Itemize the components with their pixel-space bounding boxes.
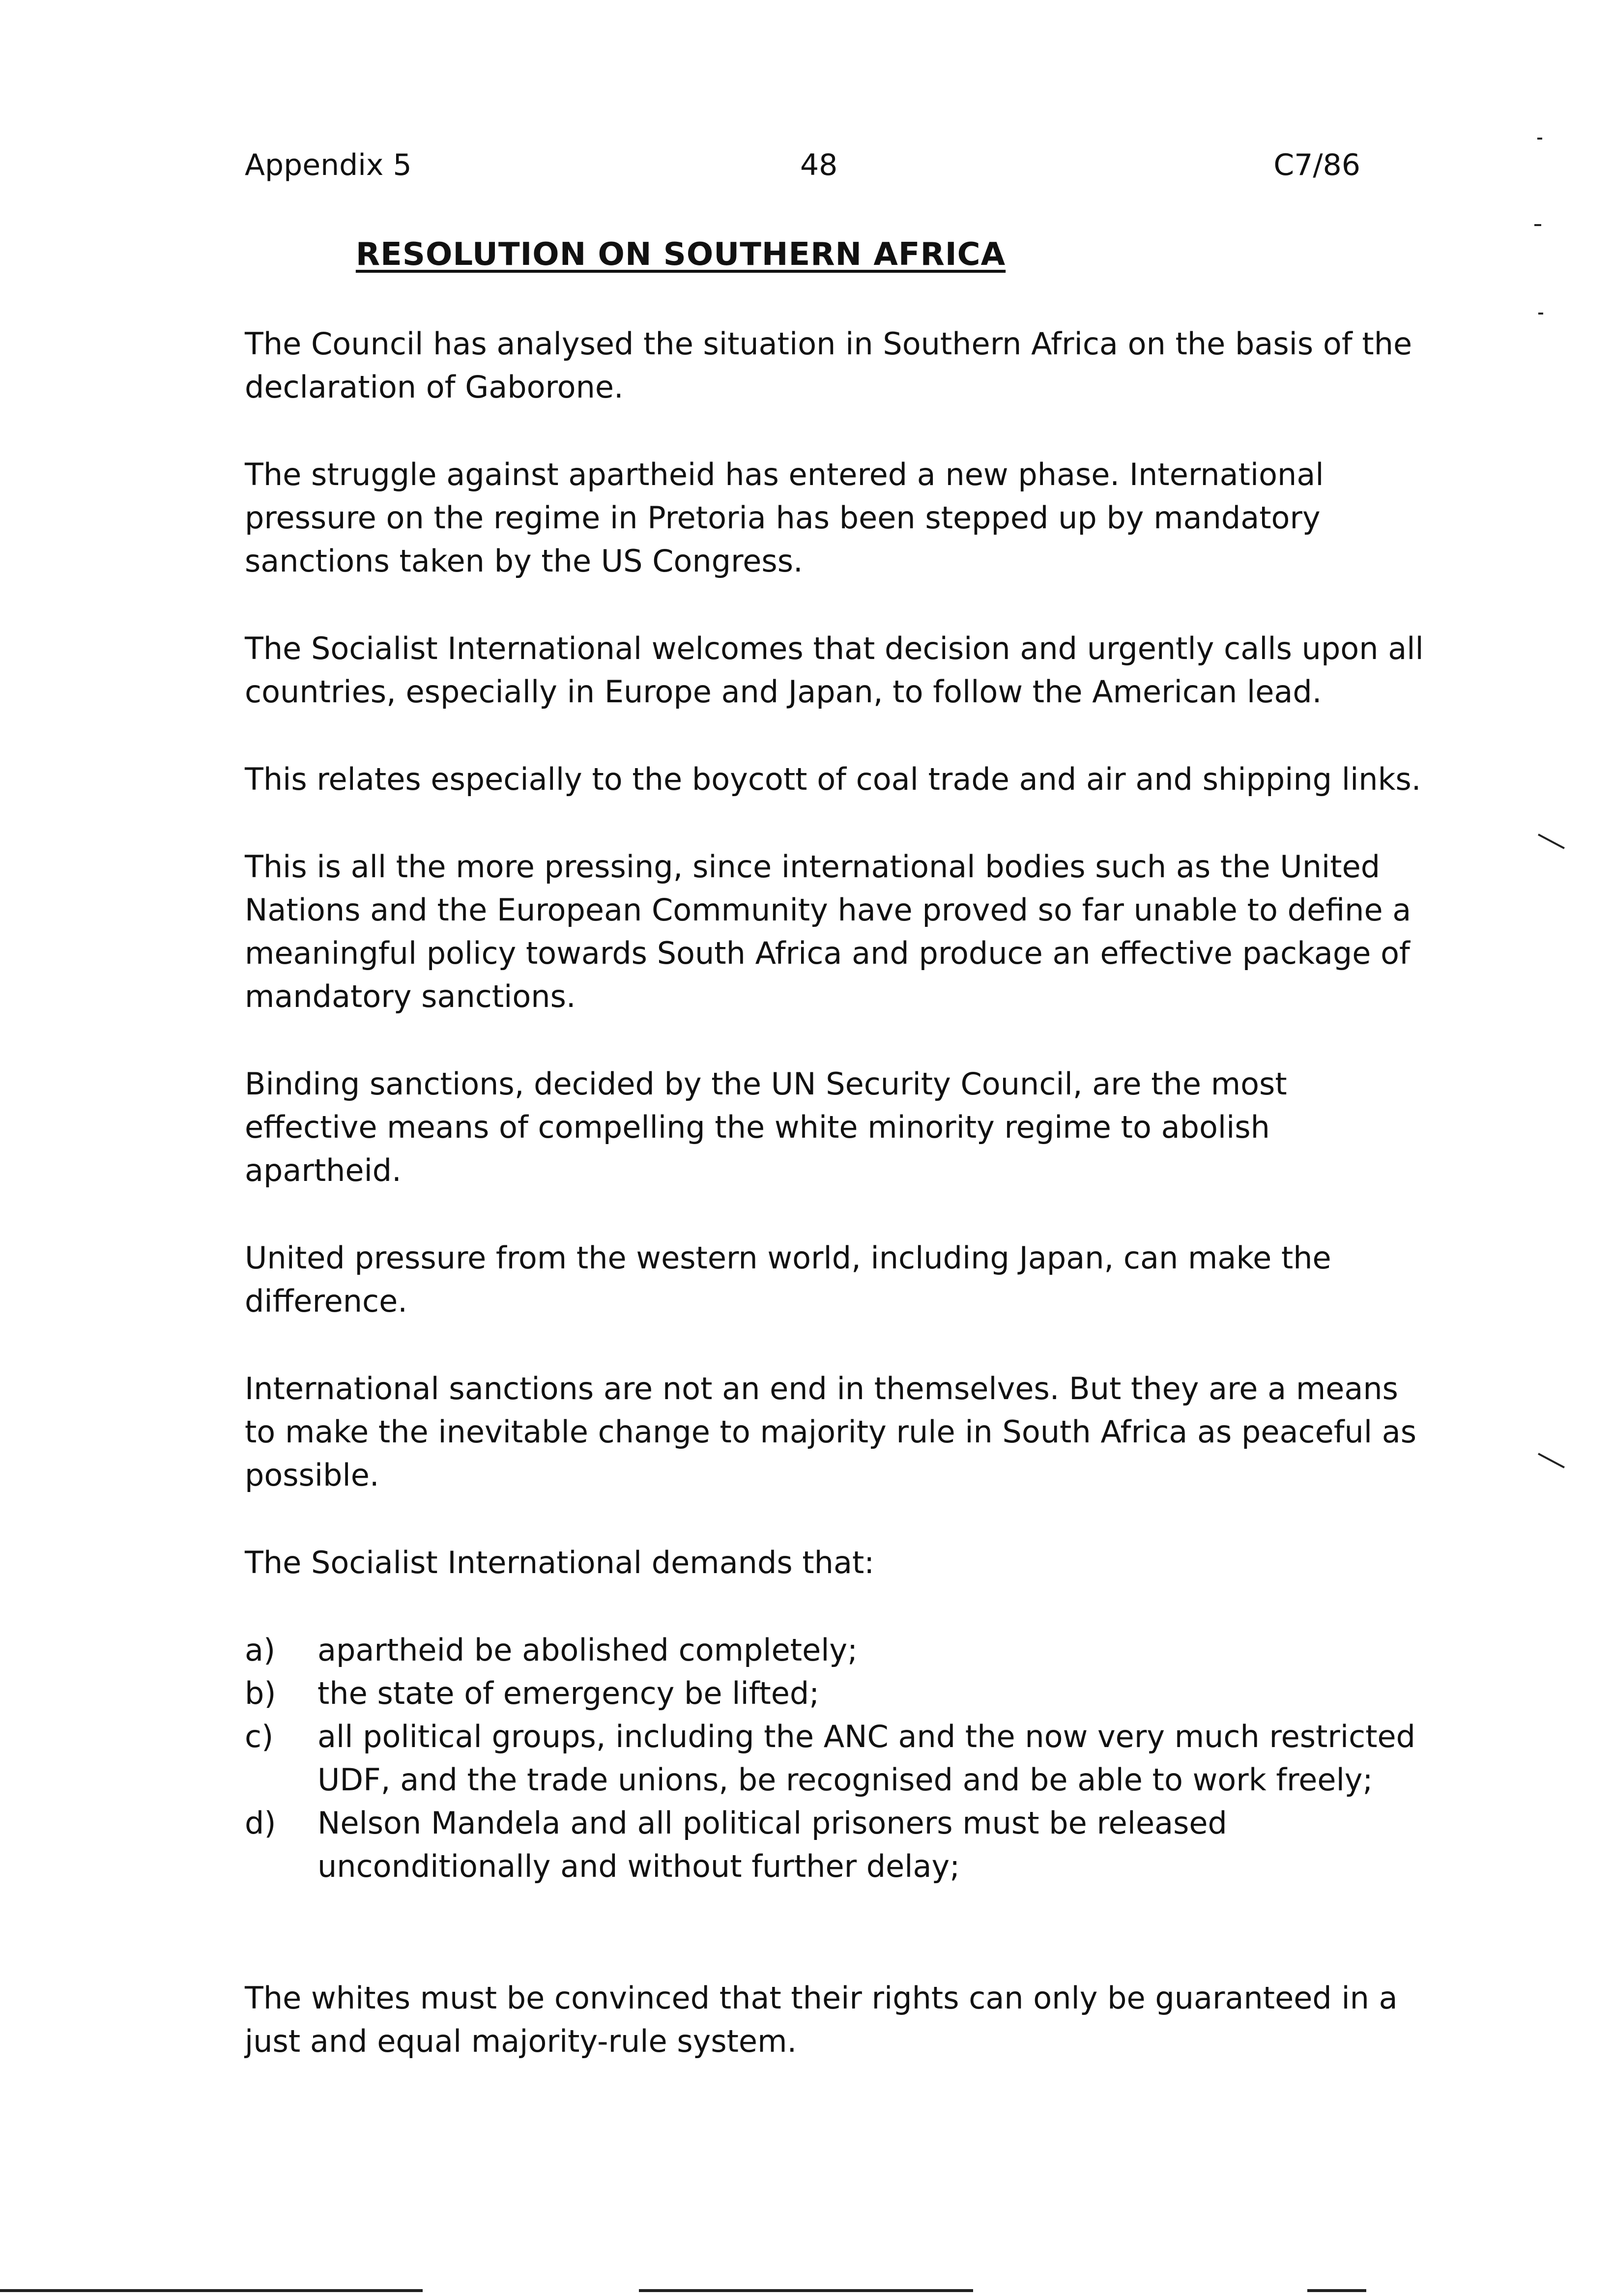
scan-mark [1538, 313, 1543, 315]
paragraph: This is all the more pressing, since international bodies such as the United Nations and the European Community have proved so far unable to define a meaningful policy towards South Africa and produce an effective package of mandatory sanctions. [245, 849, 1411, 1014]
paragraph: The Council has analysed the situation in Southern Africa on the basis of the declaration of Gaborone. [245, 326, 1412, 405]
page-header [245, 145, 1360, 185]
paragraph: International sanctions are not an end in themselves. But they are a means to make the inevitable change to majority rule in South Africa as peaceful as possible. [245, 1371, 1417, 1493]
list-item [245, 1672, 1424, 1715]
paragraph: This relates especially to the boycott of coal trade and air and shipping links. [245, 761, 1421, 797]
paragraph: United pressure from the western world, including Japan, can make the difference. [245, 1240, 1331, 1319]
scan-mark [1538, 1453, 1565, 1468]
list-item-text: apartheid be abolished completely; [317, 1632, 858, 1668]
paragraph: The Socialist International welcomes that decision and urgently calls upon all countries, especially in Europe and Japan, to follow the American lead. [245, 631, 1424, 710]
page-number: 48 [800, 148, 838, 182]
bottom-rule [0, 2289, 423, 2292]
list-item [245, 1802, 1424, 1888]
page-title: RESOLUTION ON SOUTHERN AFRICA [355, 236, 1006, 273]
list-marker: b) [245, 1675, 276, 1711]
list-item [245, 1629, 1424, 1672]
list-item-text: all political groups, including the ANC and the now very much restricted UDF, and the trade unions, be recognised and be able to work freely; [317, 1719, 1415, 1798]
paragraph: The Socialist International demands that: [245, 1545, 875, 1580]
list-marker: c) [245, 1719, 274, 1754]
list-item-text: Nelson Mandela and all political prisoners must be released unconditionally and without further delay; [317, 1805, 1227, 1884]
scan-mark [1537, 138, 1542, 140]
list-item [245, 1715, 1424, 1802]
document-body [245, 322, 1424, 2107]
demands-list [245, 1629, 1424, 1888]
bottom-rule [639, 2289, 973, 2292]
list-item-text: the state of emergency be lifted; [317, 1675, 820, 1711]
closing-paragraph: The whites must be convinced that their rights can only be guaranteed in a just and equal majority-rule system. [245, 1980, 1398, 2059]
list-marker: d) [245, 1805, 276, 1841]
document-reference: C7/86 [1273, 148, 1360, 182]
list-marker: a) [245, 1632, 276, 1668]
appendix-label: Appendix 5 [245, 148, 412, 182]
paragraph: The struggle against apartheid has entered a new phase. International pressure on the regime in Pretoria has been stepped up by mandatory sanctions taken by the US Congress. [245, 457, 1324, 579]
scan-mark [1534, 224, 1541, 226]
scan-mark [1538, 833, 1565, 849]
paragraph: Binding sanctions, decided by the UN Security Council, are the most effective means of compelling the white minority regime to abolish apartheid. [245, 1066, 1287, 1188]
bottom-rule [1307, 2289, 1366, 2292]
